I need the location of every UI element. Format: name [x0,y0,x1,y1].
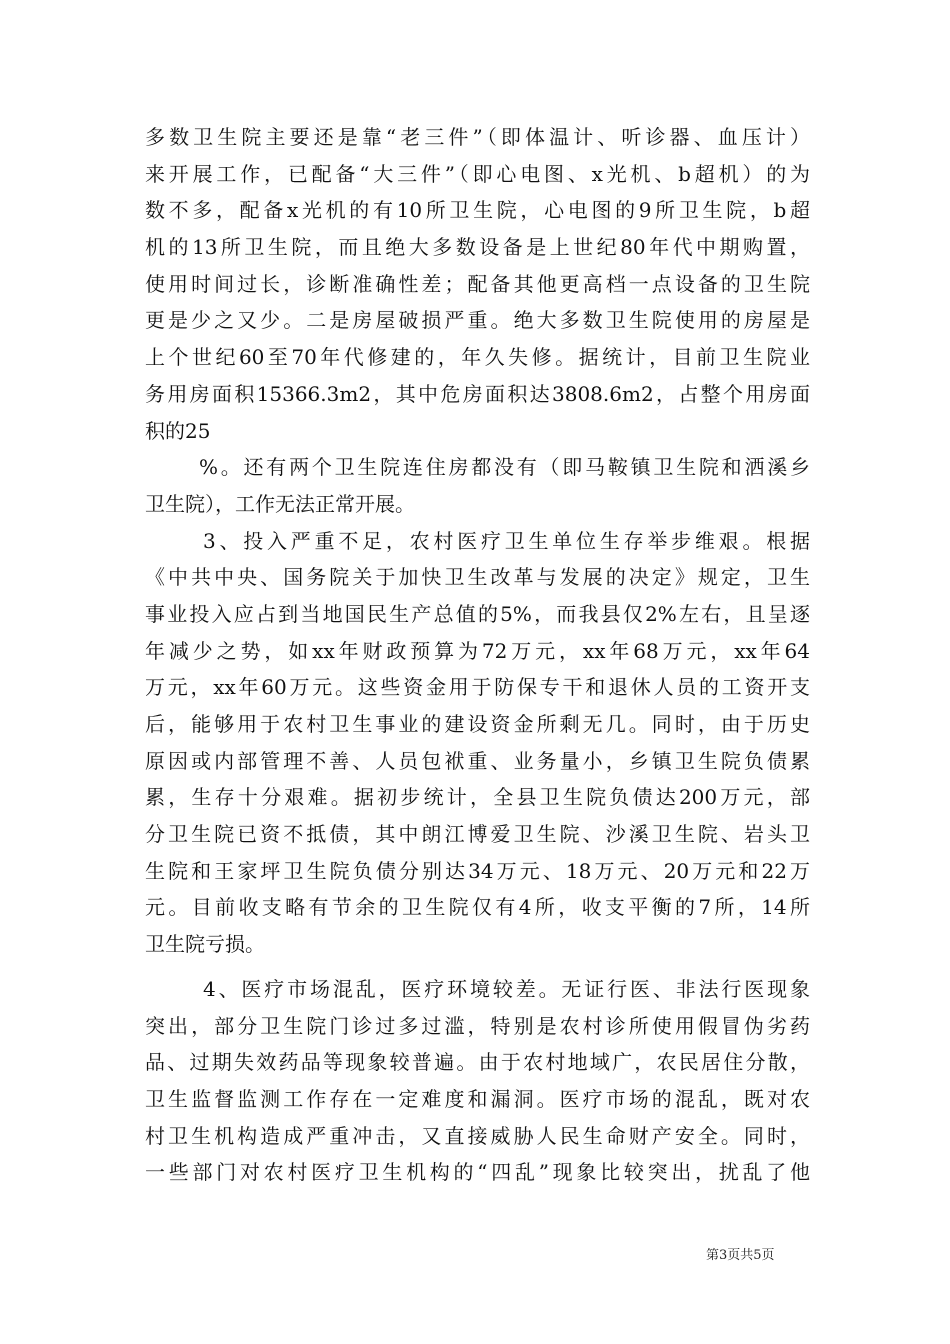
text-line: 来开展工作，已配备“大三件”（即心电图、x光机、b超机）的为 [145,161,810,186]
text-line: 原因或内部管理不善、人员包袱重、业务量小，乡镇卫生院负债累 [145,748,810,773]
text-line: 分卫生院已资不抵债，其中朗江博爱卫生院、沙溪卫生院、岩头卫 [145,822,810,847]
text-line: 更是少之又少。二是房屋破损严重。绝大多数卫生院使用的房屋是 [145,308,810,333]
text-line: 元。目前收支略有节余的卫生院仅有4所，收支平衡的7所，14所 [145,895,810,920]
text-line: 积的25 [145,418,211,443]
text-line: 品、过期失效药品等现象较普遍。由于农村地域广，农民居住分散， [145,1050,810,1075]
text-line: 《中共中央、国务院关于加快卫生改革与发展的决定》规定，卫生 [145,565,810,590]
paragraph-gap [145,963,810,971]
text-line: 卫生监督监测工作存在一定难度和漏洞。医疗市场的混乱，既对农 [145,1086,810,1111]
text-line: 村卫生机构造成严重冲击，又直接威胁人民生命财产安全。同时， [145,1123,810,1148]
text-line: 万元，xx年60万元。这些资金用于防保专干和退休人员的工资开支 [145,675,810,700]
text-line: 一些部门对农村医疗卫生机构的“四乱”现象比较突出，扰乱了他 [145,1160,810,1185]
paragraph-3-start: 3、投入严重不足，农村医疗卫生单位生存举步维艰。根据 [203,528,810,553]
text-line: 卫生院），工作无法正常开展。 [145,491,415,516]
text-line: 使用时间过长，诊断准确性差；配备其他更高档一点设备的卫生院 [145,271,810,296]
paragraph-4-start: 4、医疗市场混乱，医疗环境较差。无证行医、非法行医现象 [203,976,810,1001]
text-line: 务用房面积15366.3m2，其中危房面积达3808.6m2，占整个用房面 [145,381,810,406]
text-line: 年减少之势，如xx年财政预算为72万元，xx年68万元，xx年64 [145,638,810,663]
text-line: 事业投入应占到当地国民生产总值的5%，而我县仅2%左右，且呈逐 [145,601,810,626]
page-number: 第3页共5页 [706,1248,775,1263]
text-line: 数不多，配备x光机的有10所卫生院，心电图的9所卫生院，b超 [145,198,810,223]
text-line: 多数卫生院主要还是靠“老三件”（即体温计、听诊器、血压计） [145,125,810,149]
text-line: 上个世纪60至70年代修建的，年久失修。据统计，目前卫生院业 [145,345,810,370]
text-line: 累，生存十分艰难。据初步统计，全县卫生院负债达200万元，部 [145,785,810,810]
text-line: 机的13所卫生院，而且绝大多数设备是上世纪80年代中期购置， [145,235,810,260]
body-text [145,119,810,1191]
text-line: 生院和王家坪卫生院负债分别达34万元、18万元、20万元和22万 [145,858,810,883]
text-line: 卫生院亏损。 [145,932,265,957]
text-line: 后，能够用于农村卫生事业的建设资金所剩无几。同时，由于历史 [145,712,810,736]
text-line: 突出，部分卫生院门诊过多过滥，特别是农村诊所使用假冒伪劣药 [145,1013,810,1038]
text-line: %。还有两个卫生院连住房都没有（即马鞍镇卫生院和洒溪乡 [199,455,810,480]
